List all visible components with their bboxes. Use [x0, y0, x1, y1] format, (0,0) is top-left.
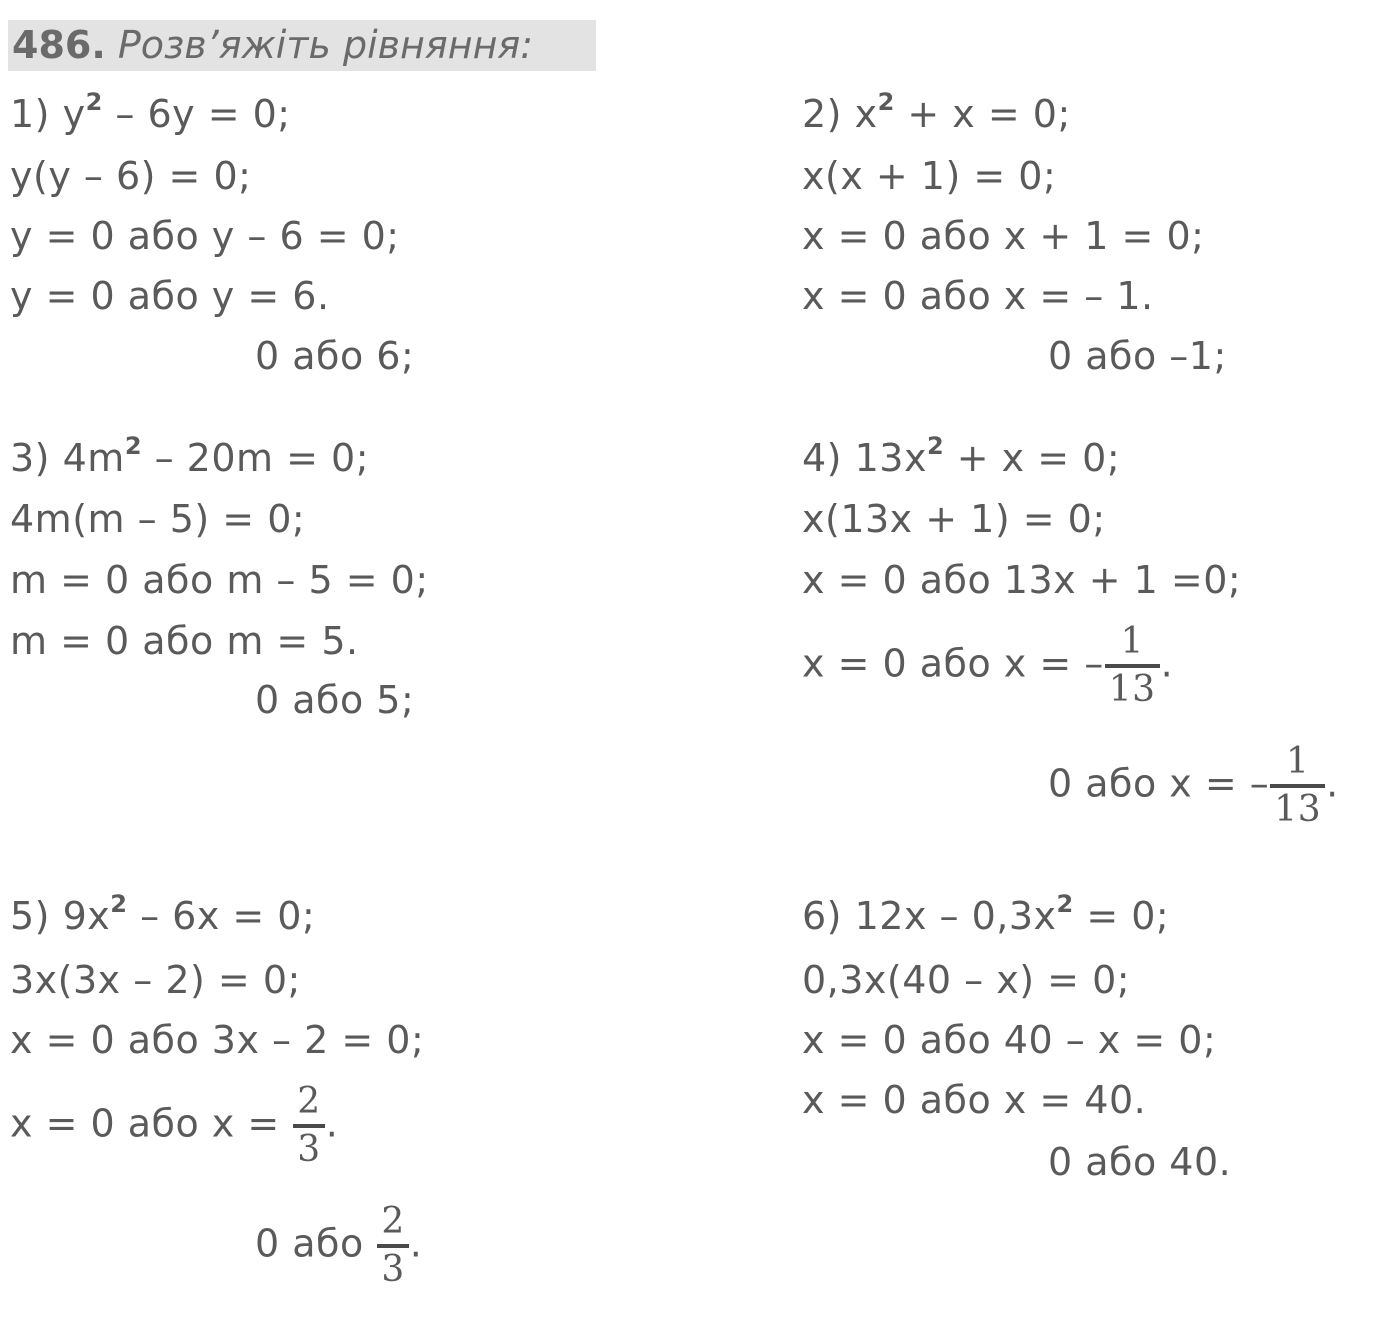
problem-3-step-1: 4m(m – 5) = 0; — [10, 497, 306, 541]
problem-6-step-2: x = 0 або 40 – x = 0; — [802, 1018, 1217, 1062]
problem-1-step-3: y = 0 або y = 6. — [10, 274, 330, 318]
fraction: $\frac{2}{3}$ — [377, 1202, 408, 1290]
problem-2-equation: 2) $x^2 + x = 0$; — [802, 88, 1071, 136]
problem-5-step-2: x = 0 або 3x – 2 = 0; — [10, 1018, 425, 1062]
problem-3-step-3: m = 0 або m = 5. — [10, 619, 359, 663]
exercise-number: 486. — [12, 23, 106, 67]
problem-6-step-1: 0,3x(40 – x) = 0; — [802, 958, 1131, 1002]
problem-1-step-1: y(y – 6) = 0; — [10, 154, 252, 198]
problem-2-step-3: x = 0 або x = – 1. — [802, 274, 1154, 318]
problem-5-answer: 0 або $\frac{2}{3}$ . — [255, 1201, 423, 1290]
problem-2-answer: 0 або –1; — [1048, 334, 1227, 378]
problem-6-equation: 6) $12x - 0,3x^2 = 0$; — [802, 890, 1170, 938]
problem-4-equation: 4) $13x^2 + x = 0$; — [802, 432, 1121, 480]
exercise-header — [8, 20, 596, 71]
problem-3-answer: 0 або 5; — [255, 678, 415, 722]
problem-2-step-2: x = 0 або x + 1 = 0; — [802, 214, 1205, 258]
fraction: $\frac{1}{13}$ — [1270, 742, 1325, 830]
problem-1-answer: 0 або 6; — [255, 334, 415, 378]
problem-5-step-3: x = 0 або x = $\frac{2}{3}$ . — [10, 1081, 339, 1170]
problem-6-answer: 0 або 40. — [1048, 1140, 1232, 1184]
fraction: $\frac{1}{13}$ — [1105, 622, 1160, 710]
fraction: $\frac{2}{3}$ — [293, 1082, 324, 1170]
problem-6-step-3: x = 0 або x = 40. — [802, 1078, 1147, 1122]
problem-4-step-1: x(13x + 1) = 0; — [802, 497, 1106, 541]
problem-5-equation: 5) $9x^2 - 6x = 0$; — [10, 890, 316, 938]
problem-1-step-2: y = 0 або y – 6 = 0; — [10, 214, 400, 258]
problem-3-step-2: m = 0 або m – 5 = 0; — [10, 558, 429, 602]
problem-2-step-1: x(x + 1) = 0; — [802, 154, 1057, 198]
problem-3-equation: 3) $4m^2 - 20m = 0$; — [10, 432, 370, 480]
problem-4-step-3: x = 0 або x = – $\frac{1}{13}$ . — [802, 621, 1174, 710]
problem-1-equation: 1) $y^2 - 6y = 0$; — [10, 88, 291, 136]
problem-5-step-1: 3x(3x – 2) = 0; — [10, 958, 301, 1002]
problem-4-answer: 0 або x = – $\frac{1}{13}$ . — [1048, 741, 1339, 830]
exercise-title: Розв’яжіть рівняння: — [117, 23, 534, 67]
problem-4-step-2: x = 0 або 13x + 1 =0; — [802, 558, 1242, 602]
